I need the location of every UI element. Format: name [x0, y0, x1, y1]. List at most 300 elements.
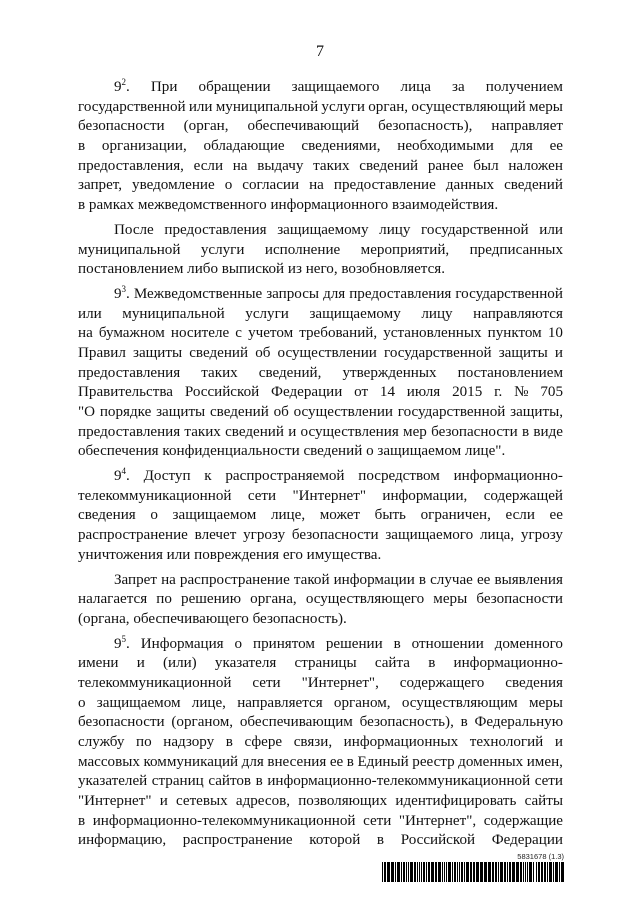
word: таких: [184, 423, 221, 440]
word: на: [309, 177, 324, 194]
word: службу: [78, 734, 125, 750]
word: в: [346, 753, 354, 770]
word: предоставления: [164, 221, 267, 238]
word: защиты: [133, 344, 183, 361]
word: предоставления: [349, 285, 452, 302]
barcode-bar: [435, 862, 437, 882]
barcode-bar: [527, 862, 528, 882]
text-line: [78, 713, 563, 733]
word: муниципальной: [215, 98, 319, 115]
word: страницы: [294, 655, 357, 672]
text-line: [78, 753, 563, 773]
word: информации,: [382, 487, 468, 504]
barcode-bar: [457, 862, 458, 882]
word: если: [193, 157, 224, 174]
word: исполнение: [264, 241, 341, 258]
word: сведения: [78, 507, 136, 524]
barcode-bar: [426, 862, 427, 882]
word: или: [188, 98, 213, 115]
text-line: [78, 305, 563, 325]
word: указателей: [78, 773, 148, 790]
word: безопасность),: [359, 714, 454, 731]
barcode-bar: [555, 862, 558, 882]
barcode-bar: [538, 862, 540, 882]
word: сведений: [225, 423, 284, 440]
barcode-bar: [406, 862, 407, 882]
word: позволяющих: [298, 793, 388, 810]
word: информационно-телекоммуникационной: [92, 812, 356, 829]
word: сайтов: [208, 773, 252, 790]
barcode-bar: [516, 862, 519, 882]
word: его: [282, 546, 307, 563]
word: в: [418, 571, 427, 588]
word: повреждения: [194, 546, 283, 563]
word: сведений: [189, 344, 249, 361]
word: запросы: [266, 285, 320, 302]
text-line: [78, 654, 563, 674]
word: предоставления: [78, 364, 181, 381]
word: которой: [309, 832, 361, 849]
word: утвержденных: [342, 364, 437, 381]
barcode-bar: [473, 862, 475, 882]
word: Доступ: [143, 468, 191, 485]
text-line: [78, 467, 563, 487]
word: государственной: [78, 98, 186, 115]
word: возобновляется.: [341, 261, 445, 278]
word: $9^3$.: [114, 283, 130, 302]
word: лицу: [421, 305, 453, 322]
word: Межведомственные: [133, 285, 263, 302]
word: с: [235, 325, 242, 342]
barcode-bar: [470, 862, 472, 882]
word: к: [204, 468, 212, 485]
barcode-bar: [512, 862, 515, 882]
word: требований,: [299, 325, 378, 342]
barcode-bar: [476, 862, 479, 882]
word: государственной: [455, 285, 563, 302]
word: 2015: [452, 384, 483, 401]
barcode-bar: [459, 862, 460, 882]
word: постановлением: [457, 364, 563, 381]
word: рамках: [88, 197, 138, 214]
barcode-bar: [423, 862, 425, 882]
word: уничтожения: [78, 546, 167, 563]
word: лице,: [191, 694, 226, 711]
barcode-bar: [492, 862, 494, 882]
text-line: [78, 812, 563, 832]
word: государственной: [397, 404, 506, 420]
word: в: [460, 714, 468, 731]
word: безопасности: [291, 527, 379, 544]
word: влечет: [194, 527, 237, 544]
word: Федерации: [271, 384, 343, 401]
word: ее: [549, 138, 563, 155]
barcode-bar: [431, 862, 434, 882]
text-line: [78, 590, 563, 610]
word: Российской: [184, 384, 260, 401]
word: Правительства: [78, 384, 173, 401]
text-line: [78, 831, 563, 851]
word: ее: [549, 507, 563, 524]
word: осуществлении: [293, 404, 393, 420]
word: защищаемому: [277, 221, 369, 238]
word: содержащие: [483, 812, 563, 829]
word: Федеральную: [474, 714, 563, 731]
barcode-bar: [403, 862, 405, 882]
word: июля: [406, 384, 441, 401]
word: и: [288, 423, 297, 440]
barcode-bar: [448, 862, 451, 882]
word: указателя: [214, 655, 277, 672]
word: государственной: [384, 344, 492, 361]
word: 10: [547, 325, 563, 342]
barcode-bar: [419, 862, 420, 882]
word: осуществляющий: [411, 98, 526, 115]
word: в: [521, 423, 530, 440]
word: необходимыми: [397, 138, 494, 155]
word: органа,: [250, 591, 297, 608]
word: об: [273, 404, 289, 420]
barcode-bar: [391, 862, 394, 882]
barcode-bar: [414, 862, 416, 882]
word: сведений: [209, 404, 269, 420]
barcode-bar: [444, 862, 445, 882]
word: (или): [162, 655, 197, 672]
text-line: [78, 176, 563, 196]
word: осуществляющим: [401, 694, 518, 711]
word: направляет: [491, 118, 563, 135]
word: пунктом: [487, 325, 542, 342]
barcode-bar: [529, 862, 532, 882]
barcode-bar: [484, 862, 487, 882]
word: ее: [329, 753, 344, 770]
word: лице".: [464, 443, 506, 460]
word: может: [319, 507, 360, 524]
word: обеспечивающего: [133, 610, 253, 627]
word: случае: [430, 571, 473, 588]
word: сведения: [505, 674, 563, 691]
word: уведомление: [132, 177, 215, 194]
word: При: [150, 79, 178, 95]
word: (органа,: [78, 610, 134, 627]
word: распространение: [182, 832, 293, 849]
word: информационно-телекоммуникационной: [267, 773, 531, 790]
word: лице,: [270, 507, 306, 524]
word: защищаемому: [309, 305, 401, 322]
word: и: [554, 344, 563, 361]
word: реестр: [412, 753, 455, 770]
word: государственной: [421, 221, 529, 238]
word: коммуникаций: [143, 753, 239, 770]
text-line: [78, 526, 563, 546]
barcode-bar: [466, 862, 469, 882]
barcode-bar: [559, 862, 560, 882]
word: из: [287, 261, 306, 278]
word: организации,: [101, 138, 187, 155]
word: решении: [325, 635, 383, 652]
word: защищаемом: [96, 694, 181, 711]
barcode-bar: [446, 862, 447, 882]
text-line: [78, 635, 563, 655]
word: 705: [540, 384, 563, 401]
word: в: [78, 812, 86, 829]
text-line: [78, 260, 563, 280]
barcode-bar: [488, 862, 491, 882]
text-line: [78, 196, 563, 216]
word: "Интернет": [78, 793, 152, 810]
word: от: [354, 384, 369, 401]
word: защищаемого: [385, 527, 474, 544]
text-line: [78, 694, 563, 714]
word: распространение: [179, 571, 290, 588]
word: связи,: [293, 734, 333, 750]
barcode-bar: [454, 862, 456, 882]
barcode-bar: [410, 862, 413, 882]
word: сведений: [504, 177, 563, 194]
text-line: [78, 442, 563, 462]
barcode-bar: [504, 862, 506, 882]
word: бумажном: [98, 325, 165, 342]
barcode-bar: [480, 862, 483, 882]
word: о: [224, 177, 233, 194]
barcode-bar: [549, 862, 552, 882]
text-line: [78, 285, 563, 305]
word: и: [554, 734, 563, 750]
word: сайта: [374, 655, 410, 672]
word: г.: [494, 384, 503, 401]
word: выявления: [494, 571, 563, 588]
barcode-bar: [533, 862, 534, 882]
word: предписанных: [469, 241, 563, 258]
word: об: [255, 344, 271, 361]
word: услуги: [321, 98, 365, 115]
barcode-bar: [461, 862, 463, 882]
text-line: [78, 78, 563, 98]
word: Правил: [78, 344, 126, 361]
word: орган,: [368, 98, 409, 115]
word: ее: [476, 571, 491, 588]
word: содержащего: [399, 674, 485, 691]
word: угрозу: [243, 527, 286, 544]
word: обращении: [198, 79, 271, 95]
word: информацию,: [78, 832, 167, 849]
word: мероприятий,: [360, 241, 450, 258]
word: меры: [433, 591, 468, 608]
word: содержащей: [483, 487, 563, 504]
text-line: [78, 571, 563, 591]
word: защищаемого: [291, 79, 380, 95]
word: "О: [78, 404, 96, 420]
word: сведений,: [258, 364, 322, 381]
word: взаимодействия.: [391, 197, 499, 214]
word: безопасности: [78, 714, 165, 731]
text-line: [78, 733, 563, 753]
word: сети: [247, 487, 277, 504]
barcode-bar: [442, 862, 443, 882]
text-line: [78, 383, 563, 403]
word: в: [393, 635, 401, 652]
word: выпиской: [221, 261, 288, 278]
word: страниц: [151, 773, 204, 790]
text-line: [78, 487, 563, 507]
barcode-bar: [421, 862, 422, 882]
word: установленных: [383, 325, 482, 342]
word: о: [366, 443, 378, 460]
barcode-bar: [536, 862, 537, 882]
word: на: [161, 571, 176, 588]
word: мер: [403, 423, 427, 440]
text-line: [78, 157, 563, 177]
word: конфиденциальности: [162, 443, 304, 460]
word: сведений: [303, 443, 367, 460]
word: защиты: [498, 344, 548, 361]
word: лица,: [479, 527, 515, 544]
word: доменного: [494, 635, 563, 652]
barcode-bar: [438, 862, 441, 882]
text-line: [78, 98, 563, 118]
word: в: [376, 832, 385, 849]
barcode-bar: [428, 862, 430, 882]
word: телекоммуникационной: [78, 674, 232, 691]
word: в: [78, 197, 89, 214]
word: Федерации: [491, 832, 563, 849]
word: распространяемой: [225, 468, 345, 485]
word: лица: [400, 79, 431, 95]
word: данных: [445, 177, 495, 194]
word: $9^2$.: [114, 77, 130, 95]
word: безопасность),: [378, 118, 473, 135]
word: имени: [78, 655, 119, 672]
word: безопасности: [476, 591, 563, 608]
barcode-bar: [498, 862, 499, 882]
word: информационных: [343, 734, 459, 750]
word: №: [514, 384, 529, 401]
word: по: [136, 734, 152, 750]
word: направляются: [473, 305, 563, 322]
word: "Интернет",: [398, 812, 477, 829]
barcode-bar: [401, 862, 402, 882]
barcode-bar: [509, 862, 511, 882]
barcode-bar: [523, 862, 524, 882]
word: для: [241, 753, 264, 770]
word: в: [225, 734, 233, 750]
word: Информация: [140, 635, 224, 652]
word: о: [78, 694, 86, 711]
word: сфере: [244, 734, 283, 750]
word: обеспечения: [78, 443, 163, 460]
word: информации: [333, 571, 415, 588]
word: осуществления: [300, 423, 399, 440]
word: и: [136, 655, 145, 672]
word: либо: [187, 261, 222, 278]
word: сети: [363, 812, 392, 829]
word: сети: [252, 674, 281, 691]
word: информационного: [270, 197, 392, 214]
word: направляется: [237, 694, 323, 711]
word: Единый: [357, 753, 409, 770]
word: сведениями,: [301, 138, 381, 155]
text-line: [78, 610, 563, 630]
word: носителе: [170, 325, 230, 342]
word: идентифицировать: [395, 793, 517, 810]
word: был: [473, 157, 499, 174]
word: адресов,: [235, 793, 291, 810]
word: или: [539, 221, 563, 238]
word: сведений: [359, 157, 419, 174]
word: надзору: [163, 734, 215, 750]
word: него,: [305, 261, 342, 278]
word: или: [78, 305, 102, 322]
word: защищаемом: [377, 443, 465, 460]
word: решению: [181, 591, 242, 608]
word: порядке: [99, 404, 152, 420]
word: осуществлении: [277, 344, 377, 361]
text-line: [78, 137, 563, 157]
word: таких: [201, 364, 238, 381]
barcode-bar: [544, 862, 546, 882]
word: безопасности: [78, 118, 165, 135]
word: осуществляющего: [305, 591, 425, 608]
barcode-bar: [495, 862, 497, 882]
word: наложен: [508, 157, 563, 174]
text-line: [78, 324, 563, 344]
word: и: [159, 793, 168, 810]
text-line: [78, 221, 563, 241]
text-line: [78, 546, 563, 566]
word: органом,: [333, 694, 391, 711]
barcode-bar: [520, 862, 522, 882]
word: за: [452, 79, 465, 95]
word: муниципальной: [122, 305, 225, 322]
word: телекоммуникационной: [78, 487, 232, 504]
barcode-bar: [547, 862, 548, 882]
word: получением: [485, 79, 563, 95]
word: на: [232, 157, 248, 174]
word: доменных: [458, 753, 524, 770]
word: ограничен,: [420, 507, 491, 524]
word: сайты: [524, 793, 563, 810]
word: налагается: [78, 591, 148, 608]
word: имен,: [526, 753, 563, 770]
word: о: [234, 635, 243, 652]
text-line: [78, 403, 563, 423]
word: таких: [313, 157, 350, 174]
text-line: [78, 674, 563, 694]
barcode-bar: [541, 862, 543, 882]
word: меры: [528, 98, 563, 115]
word: запрет,: [78, 177, 123, 194]
word: безопасности: [431, 423, 518, 440]
word: технологий: [469, 734, 544, 750]
word: защищаемом: [172, 507, 257, 524]
word: информационно-: [453, 655, 563, 672]
barcode-bar: [464, 862, 465, 882]
text-line: [78, 506, 563, 526]
barcode-bar: [397, 862, 400, 882]
word: отношении: [411, 635, 484, 652]
barcode-icon: [382, 862, 564, 882]
word: виде: [533, 423, 563, 440]
text-line: [78, 241, 563, 261]
word: внесения: [267, 753, 327, 770]
word: Запрет: [114, 571, 157, 588]
word: информационно-: [453, 468, 563, 485]
word: предоставление: [333, 177, 436, 194]
word: услуги: [200, 241, 245, 258]
barcode-bar: [408, 862, 409, 882]
word: учетом: [248, 325, 294, 342]
word: быть: [374, 507, 406, 524]
